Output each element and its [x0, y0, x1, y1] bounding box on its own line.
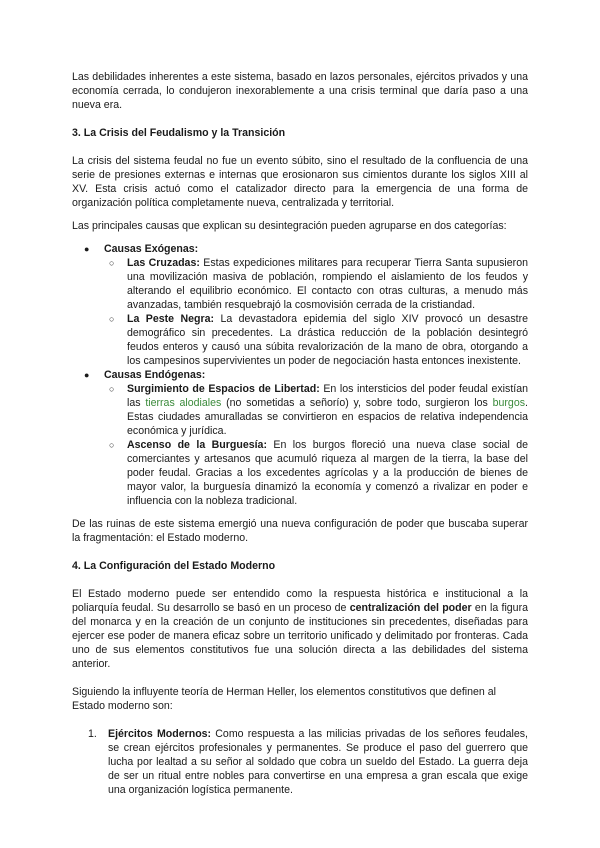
list-item [72, 727, 528, 797]
bourgeoisie-item [104, 438, 528, 508]
freedom-spaces-text-c: . Estas ciudades amuralladas se convirtieron en espacios de relativa independencia económica y jurídica. [127, 397, 528, 437]
exogenous-causes-item [72, 242, 528, 368]
freedom-spaces-text-a: En los intersticios del poder feudal existían las [127, 383, 529, 409]
intro-paragraph: Las debilidades inherentes a este sistema, basado en lazos personales, ejércitos privados y una economía cerrada, lo condujeron inexorablemente a una crisis terminal que daría paso a una nueva era. [72, 71, 528, 111]
list-number: 1. [88, 728, 97, 740]
section-4-heading: 4. La Configuración del Estado Moderno [72, 560, 276, 572]
section-4-p1-bold: centralización del poder [349, 602, 472, 614]
bourgeoisie-title: Ascenso de la Burguesía: [127, 439, 267, 451]
section-4-paragraph-2: Siguiendo la influyente teoría de Herman Heller, los elementos constitutivos que definen al Estado moderno son: [72, 686, 497, 712]
exogenous-causes-label: Causas Exógenas: [104, 243, 199, 255]
section-3-paragraph-1: La crisis del sistema feudal no fue un evento súbito, sino el resultado de la confluencia de una serie de presiones externas e internas que erosionaron sus cimientos durante los siglos XIII al XV. Esta crisis actuó como el catalizador directo para la emergencia de una forma de organización política completamente nueva, centralizada y territorial. [72, 155, 528, 209]
section-3-paragraph-3: De las ruinas de este sistema emergió una nueva configuración de poder que buscaba superar la fragmentación: el Estado moderno. [72, 518, 528, 544]
elements-list [72, 727, 528, 797]
crusades-title: Las Cruzadas: [127, 257, 200, 269]
section-3-heading: 3. La Crisis del Feudalismo y la Transición [72, 127, 286, 139]
freedom-spaces-title: Surgimiento de Espacios de Libertad: [127, 383, 320, 395]
section-4-p1-text-b: en la figura del monarca y en la creación de un conjunto de instituciones sin precedentes, diseñadas para ejercer ese poder de manera eficaz sobre un territorio unificado y delimitado por fronteras. Cada uno de sus elementos constitutivos fue una solución directa a las debilidades del sistema anterior. [72, 602, 528, 670]
bullet-icon: ● [84, 244, 90, 254]
crusades-item [104, 256, 528, 312]
endogenous-causes-item [72, 368, 528, 508]
bourgeoisie-text: En los burgos floreció una nueva clase social de comerciantes y artesanos que acumuló riqueza al margen de la tierra, la base del poder feudal. Gracias a los excedentes agrícolas y a la producción de bienes de mayor valor, la burguesía dinamizó la economía y comenzó a rivalizar en poder e influencia con la nobleza tradicional. [127, 439, 529, 507]
exogenous-causes-sublist [104, 256, 528, 368]
burgos-link[interactable]: burgos [492, 397, 526, 409]
hollow-bullet-icon: ○ [109, 384, 115, 394]
freedom-spaces-text-b: (no sometidas a señorío) y, sobre todo, surgieron los [221, 397, 493, 409]
endogenous-causes-sublist [104, 382, 528, 508]
modern-armies-text: Como respuesta a las milicias privadas de los señores feudales, se crean ejércitos profesionales y permanentes. Se produce el paso del guerrero que lucha por lealtad a su señor al soldado que cobra un sueldo del Estado. La guerra deja de ser un ritual entre nobles para convertirse en una empresa a gran escala que exige una organización logística permanente. [108, 728, 528, 796]
freedom-spaces-item [104, 382, 528, 438]
bullet-icon: ● [84, 370, 90, 380]
hollow-bullet-icon: ○ [109, 258, 115, 268]
modern-armies-title: Ejércitos Modernos: [108, 728, 212, 740]
section-4-p1-text-a: El Estado moderno puede ser entendido como la respuesta histórica e institucional a la poliarquía feudal. Su desarrollo se basó en un proceso de [72, 588, 528, 614]
section-4-paragraph-1 [72, 587, 528, 671]
crusades-text: Estas expediciones militares para recuperar Tierra Santa supusieron una movilización masiva de población, rompiendo el aislamiento de los feudos y alterando el equilibrio económico. El contacto con otras culturas, a menudo más avanzadas, también resquebrajó la cosmovisión cerrada de la cristiandad. [127, 257, 528, 311]
causes-list [72, 242, 528, 508]
hollow-bullet-icon: ○ [109, 440, 115, 450]
allodial-lands-link[interactable]: tierras alodiales [145, 397, 222, 409]
black-death-text: La devastadora epidemia del siglo XIV provocó un desastre demográfico sin precedentes. La drástica reducción de la población desintegró feudos enteros y causó una súbita revalorización de la mano de obra, otorgando a los campesinos supervivientes un poder de negociación hasta entonces inexistente. [127, 313, 528, 367]
section-3-paragraph-2: Las principales causas que explican su desintegración pueden agruparse en dos categorías: [72, 220, 507, 232]
black-death-title: La Peste Negra: [127, 313, 215, 325]
hollow-bullet-icon: ○ [109, 314, 115, 324]
endogenous-causes-label: Causas Endógenas: [104, 369, 206, 381]
black-death-item [104, 312, 528, 368]
